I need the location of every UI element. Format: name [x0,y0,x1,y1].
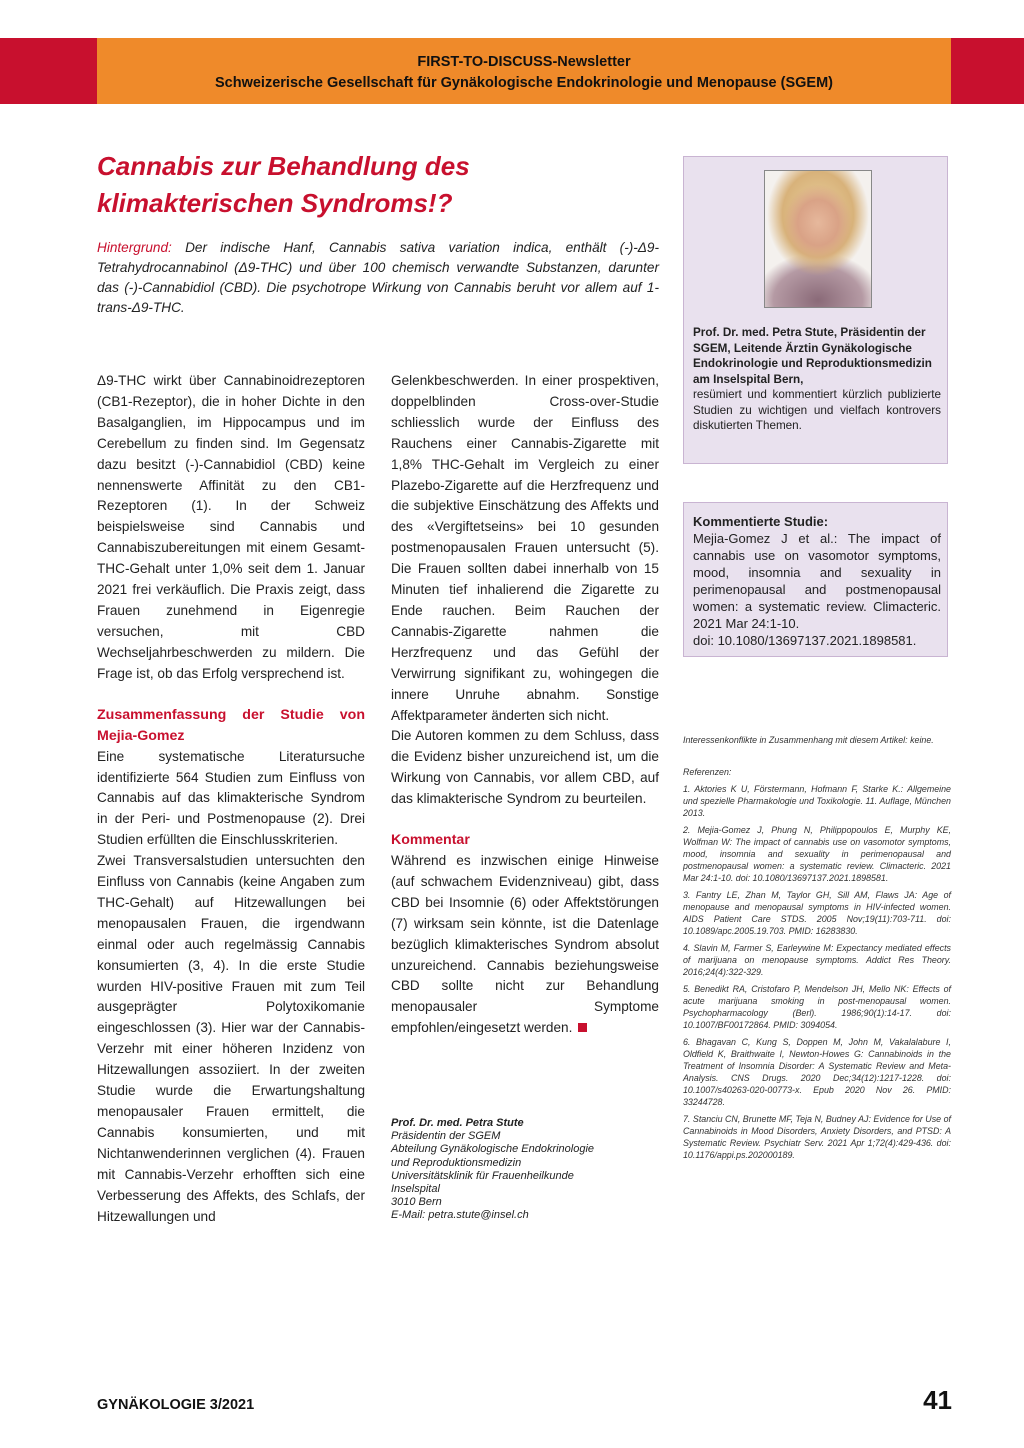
paragraph: Zwei Transversalstudien untersuchten den Einfluss von Cannabis (keine Angaben zum THC-Gehalt) auf Hitzewallungen bei menopausalen Frauen, die irgendwann einmal oder auch regelmässig Cannabis konsumierten (3, 4). In die erste Studie wurden HIV-positive Frauen mit zum Teil ausgeprägter Polytoxikomanie eingeschlossen (3). Hier war der Cannabis-Verzehr mit einer höheren Inzidenz von Hitzewallungen assoziiert. In der zweiten Studie wurde die Erwartungshaltung menopausaler Frauen ermittelt, die Cannabis konsumierten, und mit Nichtanwenderinnen verglichen (4). Frauen mit Cannabis-Verzehr erhofften sich eine Verbesserung des Affekts, des Schlafs, der Hitzewallungen und [97,853,365,1224]
article-intro [97,238,659,318]
paragraph: Gelenkbeschwerden. In einer prospektiven, doppelblinden Cross-over-Studie schliesslich wurde der Einfluss des Rauchens einer Cannabis-Zigarette mit 1,8% THC-Gehalt im Vergleich zu einer Plazebo-Zigarette auf die Herzfrequenz und die subjektive Einschätzung des Affekts und des «Vergiftetseins» bei 10 gesunden postmenopausalen Frauen untersucht (5). Die Frauen sollten dabei innerhalb von 15 Minuten tief inhalierend die Zigarette zu Ende rauchen. Beim Rauchen der Cannabis-Zigarette nahmen die Herzfrequenz und das Gefühl der Verwirrung signifikant zu, wohingegen die innere Unruhe abnahm. Sonstige Affektparameter änderten sich nicht. [391,373,659,723]
end-mark-icon [578,1023,587,1032]
body-column-2 [391,371,659,1039]
reference-item: 2. Mejia-Gomez J, Phung N, Philippopoulos E, Murphy KE, Wolfman W: The impact of cannabis use on vasomotor symptoms, mood, insomnia and sexuality in perimenopausal and postmenopausal women: a systematic review. Climacteric. 2021 Mar 24:1-10. doi: 10.1080/13697137.2021.1898581. [683,825,951,883]
address-line: Inselspital [391,1183,440,1196]
reference-item: 7. Stanciu CN, Brunette MF, Teja N, Budney AJ: Evidence for Use of Cannabinoids in Mood Disorders, Anxiety Disorders, and PTSD: A Systematic Review. Psychiatr Serv. 2021 Apr 1;72(4):429-436. doi: 10.1176/appi.ps.202000189. [683,1114,951,1160]
reference-item: 6. Bhagavan C, Kung S, Doppen M, John M, Vakalalabure I, Oldfield K, Braithwaite I, Newton-Howes G: Cannabinoids in the Treatment of Insomnia Disorder: A Systematic Review and Meta-Analysis. CNS Drugs. 2020 Dec;34(12):1217-1228. doi: 10.1007/s40263-020-00773-x. Epub 2020 Nov 26. PMID: 33244728. [683,1037,951,1107]
paragraph: Eine systematische Literatursuche identifizierte 564 Studien zum Einfluss von Cannabis auf das klimakterische Syndrom in der Peri- und Postmenopause (2). Drei Studien erfüllten die Einschlusskriterien. [97,748,365,848]
study-doi: doi: 10.1080/13697137.2021.1898581. [693,633,917,648]
conflict-of-interest: Interessenkonflikte in Zusammenhang mit diesem Artikel: keine. [683,735,934,745]
author-name: Prof. Dr. med. Petra Stute [391,1117,524,1129]
author-bio-text: resümiert und kommentiert kürzlich publizierte Studien zu wichtigen und vielfach kontrovers diskutierten Themen. [693,388,941,432]
header-accent-left [0,38,97,104]
reference-item: 3. Fantry LE, Zhan M, Taylor GH, Sill AM, Flaws JA: Age of menopause and menopausal symptoms in HIV-infected women. AIDS Patient Care STDS. 2005 Nov;19(11):703-711. doi: 10.1089/apc.2005.19.703. PMID: 16283830. [683,890,951,936]
header-line-1: FIRST-TO-DISCUSS-Newsletter [417,54,631,70]
address-line: Präsidentin der SGEM [391,1130,501,1143]
newsletter-header [0,38,1024,104]
header-line-2: Schweizerische Gesellschaft für Gynäkologische Endokrinologie und Menopause (SGEM) [215,75,833,91]
address-line: 3010 Bern [391,1196,442,1209]
study-heading: Kommentierte Studie: [693,514,829,529]
paragraph [391,851,659,1039]
commented-study-box [683,502,948,657]
page-number: 41 [923,1385,952,1415]
article-title: Cannabis zur Behandlung des klimakterischen Syndroms!? [97,151,470,218]
author-photo [764,170,872,308]
study-citation: Mejia-Gomez J et al.: The impact of cannabis use on vasomotor symptoms, mood, insomnia and sexuality in perimenopausal and postmenopausal women: a systematic review. Climacteric. 2021 Mar 24:1-10. [693,531,941,631]
comment-text: Während es inzwischen einige Hinweise (auf schwachem Evidenzniveau) gibt, dass CBD bei Insomnie (6) oder Affektstörungen (7) wirksam sein könnte, ist die Datenlage bezüglich klimakterisches Syndrom absolut unzureichend. Cannabis beziehungsweise CBD sollte nicht zur Behandlung menopausaler Symptome empfohlen/eingesetzt werden. [391,853,659,1036]
header-text [97,52,951,94]
reference-item: 5. Benedikt RA, Cristofaro P, Mendelson JH, Mello NK: Effects of acute marijuana smoking in post-menopausal women. Psychopharmacology (Berl). 1986;90(1):14-17. doi: 10.1007/BF00172864. PMID: 3094054. [683,984,951,1030]
journal-issue: GYNÄKOLOGIE 3/2021 [97,1397,255,1413]
paragraph: Δ9-THC wirkt über Cannabinoidrezeptoren (CB1-Rezeptor), die in hoher Dichte in den Basalganglien, im Hippocampus und im Cerebellum zu finden sind. Im Gegensatz dazu besitzt (-)-Cannabidiol (CBD) keine nennenswerte Affinität zu den CB1-Rezeptoren (1). In der Schweiz beispielsweise sind Cannabis und Cannabiszubereitungen mit einem Gesamt-THC-Gehalt unter 1,0% seit dem 1. Januar 2021 frei verkäuflich. Die Praxis zeigt, dass Frauen zunehmend in Eigenregie versuchen, mit CBD Wechseljahrbeschwerden zu mildern. Die Frage ist, ob das Erfolg versprechend ist. [97,373,365,681]
address-line: und Reproduktionsmedizin [391,1156,522,1169]
author-bio-title: Prof. Dr. med. Petra Stute, Präsidentin der SGEM, Leitende Ärztin Gynäkologische Endokrinologie und Reproduktionsmedizin am Inselspital Bern, [693,326,932,386]
summary-heading: Zusammenfassung der Studie von Mejia-Gomez [97,706,365,744]
references [683,766,951,1166]
address-line: Abteilung Gynäkologische Endokrinologie [391,1143,595,1156]
comment-heading: Kommentar [391,832,470,849]
intro-text: Der indische Hanf, Cannabis sativa variation indica, enthält (-)-Δ9-Tetrahydrocannabinol (Δ9-THC) und über 100 chemisch verwandte Substanzen, darunter das (-)-Cannabidiol (CBD). Die psychotrope Wirkung von Cannabis beruht vor allem auf 1-trans-Δ9-THC. [97,240,659,315]
reference-item: 4. Slavin M, Farmer S, Earleywine M: Expectancy mediated effects of marijuana on menopause symptoms. Addict Res Theory. 2016;24(4):322-329. [683,943,951,977]
author-bio [693,325,941,434]
reference-item: 1. Aktories K U, Förstermann, Hofmann F, Starke K.: Allgemeine und spezielle Pharmakologie und Toxikologie. 11. Auflage, München 2013. [683,784,951,818]
paragraph: Die Autoren kommen zu dem Schluss, dass die Evidenz bisher unzureichend ist, um die Wirkung von Cannabis, vor allem CBD, auf das klimakterische Syndrom zu beurteilen. [391,728,659,807]
address-line: Universitätsklinik für Frauenheilkunde [391,1169,574,1182]
intro-label: Hintergrund: [97,240,172,255]
author-address [391,1117,659,1223]
address-email: E-Mail: petra.stute@insel.ch [391,1209,529,1222]
references-title: Referenzen: [683,767,732,777]
author-profile-box [683,156,948,464]
body-column-1 [97,371,365,1227]
header-accent-right [951,38,1024,104]
